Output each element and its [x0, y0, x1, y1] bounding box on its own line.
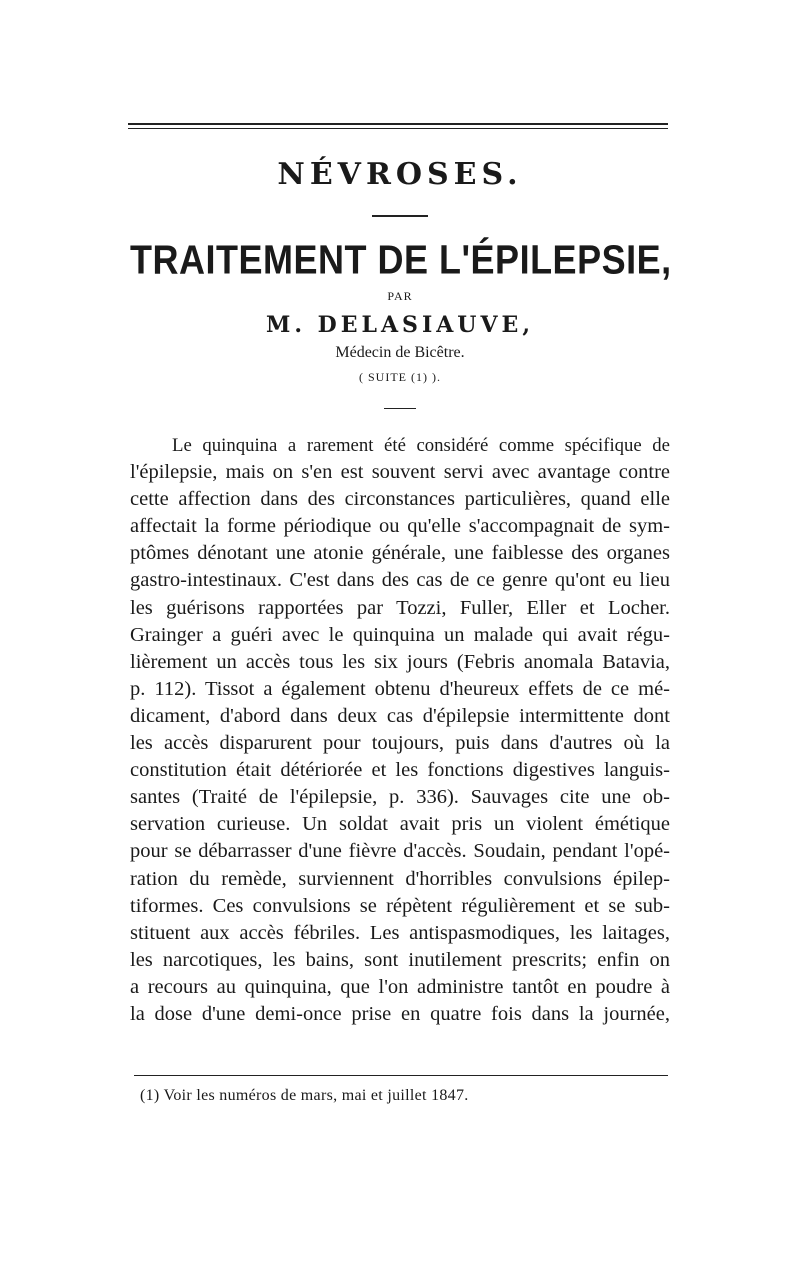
- author-affiliation: Médecin de Bicêtre.: [335, 344, 465, 361]
- body-line: p. 112). Tissot a également obtenu d'heureux effets de ce mé-: [130, 677, 670, 700]
- footnote: (1) Voir les numéros de mars, mai et juillet 1847.: [140, 1087, 469, 1104]
- body-line: stituent aux accès fébriles. Les antispasmodiques, les laitages,: [130, 921, 670, 944]
- body-line: gastro-intestinaux. C'est dans des cas de ce genre qu'ont eu lieu: [130, 569, 670, 592]
- body-line: les guérisons rapportées par Tozzi, Fuller, Eller et Locher.: [130, 596, 670, 619]
- body-line: Le quinquina a rarement été considéré comme spécifique de: [172, 435, 670, 456]
- body-line: cette affection dans des circonstances particulières, quand elle: [130, 488, 670, 511]
- footnote-divider: [134, 1075, 668, 1076]
- body-line: ration du remède, surviennent d'horribles convulsions épilep-: [130, 867, 670, 890]
- byline-par: PAR: [387, 289, 413, 303]
- body-line: les narcotiques, les bains, sont inutilement prescrits; enfin on: [130, 948, 670, 971]
- body-line: servation curieuse. Un soldat avait pris un violent émétique: [130, 813, 670, 836]
- body-line: Grainger a guéri avec le quinquina un malade qui avait régu-: [130, 623, 670, 646]
- body-line: dicament, d'abord dans deux cas d'épilepsie intermittente dont: [130, 704, 670, 727]
- body-line: lièrement un accès tous les six jours (Febris anomala Batavia,: [130, 650, 670, 673]
- body-line: pour se débarrasser d'une fièvre d'accès. Soudain, pendant l'opé-: [130, 840, 670, 863]
- body-line: les accès disparurent pour toujours, puis dans d'autres où la: [130, 732, 670, 755]
- body-line: santes (Traité de l'épilepsie, p. 336). Sauvages cite une ob-: [130, 786, 670, 809]
- heading-divider: [372, 215, 428, 217]
- top-double-rule: [128, 123, 668, 125]
- body-line: a recours au quinquina, que l'on administre tantôt en poudre à: [130, 975, 670, 998]
- body-line: ptômes dénotant une atonie générale, une faiblesse des organes: [130, 542, 670, 565]
- top-double-rule-lower: [128, 128, 668, 129]
- article-title: TRAITEMENT DE L'ÉPILEPSIE,: [130, 236, 672, 283]
- body-line: tiformes. Ces convulsions se répètent régulièrement et se sub-: [130, 894, 670, 917]
- continuation-note: ( SUITE (1) ).: [359, 370, 441, 384]
- author-name: M. DELASIAUVE,: [266, 312, 534, 338]
- body-line: constitution était détériorée et les fonctions digestives languis-: [130, 759, 670, 782]
- section-heading: NÉVROSES.: [277, 157, 523, 192]
- body-line: l'épilepsie, mais on s'en est souvent servi avec avantage contre: [130, 461, 670, 484]
- body-line: affectait la forme périodique ou qu'elle s'accompagnait de sym-: [130, 515, 670, 538]
- body-line: la dose d'une demi-once prise en quatre fois dans la journée,: [130, 1002, 670, 1025]
- title-divider: [384, 408, 416, 409]
- body-paragraph: [130, 432, 670, 1028]
